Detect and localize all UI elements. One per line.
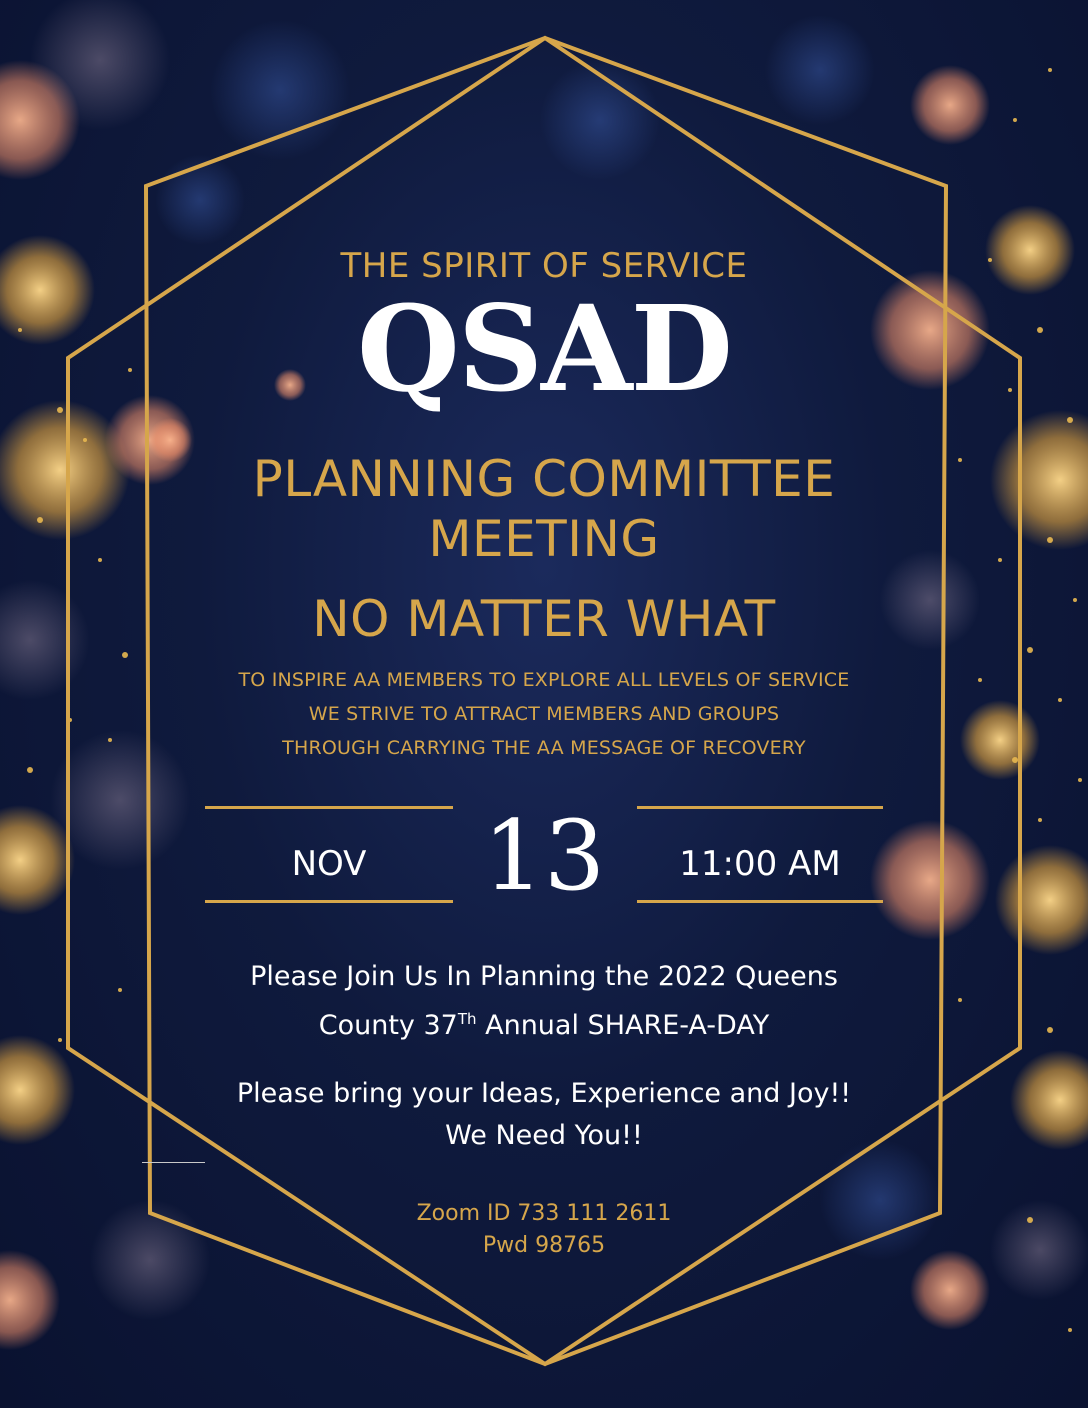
event-day: 13	[482, 800, 606, 912]
event-name-line2: MEETING	[428, 510, 660, 568]
ordinal-suffix: Th	[457, 1010, 477, 1028]
mission-line1: TO INSPIRE AA MEMBERS TO EXPLORE ALL LEVELS OF SERVICE	[238, 669, 850, 691]
event-theme: NO MATTER WHAT	[312, 590, 776, 648]
request-line2: We Need You!!	[445, 1120, 643, 1151]
invite-line2-end: Annual SHARE-A-DAY	[476, 1010, 770, 1041]
zoom-password: Pwd 98765	[482, 1233, 606, 1258]
zoom-details	[0, 1198, 1088, 1262]
request-text	[0, 1073, 1088, 1157]
mission-line3: THROUGH CARRYING THE AA MESSAGE OF RECOVERY	[282, 737, 806, 759]
divider-bottom-right	[637, 900, 883, 903]
invitation-text	[0, 955, 1088, 1047]
tagline: THE SPIRIT OF SERVICE	[340, 246, 748, 286]
invite-line2-start: County 37	[318, 1010, 458, 1041]
divider-top-left	[205, 806, 453, 809]
zoom-id: Zoom ID 733 111 2611	[416, 1201, 672, 1226]
event-name-line1: PLANNING COMMITTEE	[252, 450, 836, 508]
invite-line2	[0, 998, 1088, 1047]
mission-line2: WE STRIVE TO ATTRACT MEMBERS AND GROUPS	[308, 703, 780, 725]
event-month: NOV	[291, 844, 367, 884]
event-time: 11:00 AM	[679, 844, 841, 884]
stray-underline	[142, 1162, 205, 1163]
request-line1: Please bring your Ideas, Experience and Joy!!	[236, 1078, 852, 1109]
divider-bottom-left	[205, 900, 453, 903]
mission-statement	[0, 663, 1088, 765]
event-name	[0, 449, 1088, 569]
date-row	[0, 800, 1088, 912]
divider-top-right	[637, 806, 883, 809]
page-title: QSAD	[357, 279, 731, 418]
invite-line1: Please Join Us In Planning the 2022 Queens	[250, 961, 838, 992]
